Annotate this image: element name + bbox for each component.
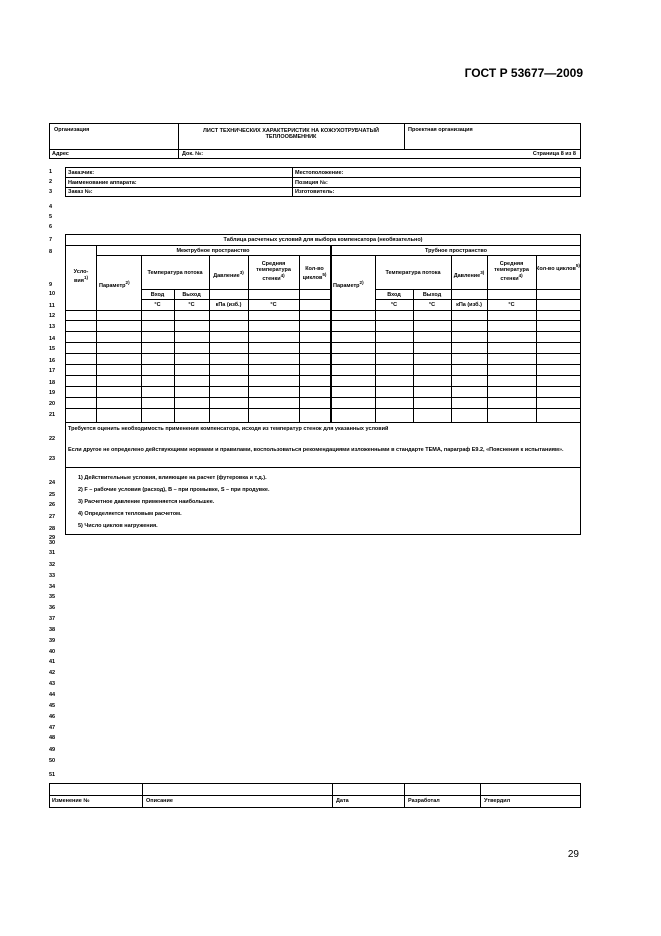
- shell-unit-pressure: кПа (изб.): [215, 302, 242, 308]
- shell-unit-in: °С: [154, 302, 161, 308]
- condition-header: Усло- вия$^{1)}$: [73, 269, 89, 284]
- doc-no-label: Док. №:: [182, 151, 204, 157]
- row-number: 14: [49, 336, 56, 342]
- row-number: 29: [49, 535, 56, 541]
- footer-date: Дата: [336, 798, 349, 804]
- shell-unit-avg: °С: [270, 302, 277, 308]
- row-number: 27: [49, 514, 56, 520]
- tube-unit-avg: °С: [508, 302, 515, 308]
- organization-label: Организация: [54, 127, 90, 133]
- shell-cycles-header: Кол-во циклов$^{5)}$: [302, 266, 327, 281]
- row-number: 23: [49, 456, 56, 462]
- row-number: 42: [49, 670, 56, 676]
- row-number: 40: [49, 649, 56, 655]
- page-of-label: Страница 8 из 8: [532, 151, 576, 157]
- row-number: 43: [49, 681, 56, 687]
- table-title: Таблица расчетных условий для выбора компенсатора (необязательно): [223, 237, 423, 243]
- row-number: 39: [49, 638, 56, 644]
- note-23: Если другое не определено действующими нормами и правилами, воспользоваться рекомендациями изложенными в стандарте ТЕМА, параграф Е9.2, «Пояснения к испытаниям».: [68, 447, 564, 453]
- row-number: 7: [49, 237, 53, 243]
- row-number: 1: [49, 169, 53, 175]
- standard-header: ГОСТ Р 53677—2009: [464, 66, 583, 80]
- notes-block: [65, 422, 581, 468]
- shell-out-label: Выход: [182, 292, 201, 298]
- row-number: 24: [49, 480, 56, 486]
- row-number: 50: [49, 758, 56, 764]
- footnote-3: 3) Расчетное давление применяется наибольшее.: [78, 499, 215, 505]
- address-label: Адрес: [52, 151, 69, 157]
- shell-unit-out: °С: [188, 302, 195, 308]
- apparatus-name-field: Наименование аппарата:: [68, 180, 137, 186]
- row-number: 12: [49, 313, 56, 319]
- row-number: 48: [49, 735, 56, 741]
- row-number: 20: [49, 401, 56, 407]
- footer-approved: Утвердил: [484, 798, 511, 804]
- manufacturer-field: Изготовитель:: [295, 189, 335, 195]
- row-number: 18: [49, 380, 56, 386]
- location-field: Местоположение:: [295, 170, 344, 176]
- row-number: 16: [49, 358, 56, 364]
- purpose-field: Заказчик:: [68, 170, 95, 176]
- page-number: 29: [567, 849, 579, 860]
- row-number: 13: [49, 324, 56, 330]
- row-number: 3: [49, 189, 53, 195]
- shell-pressure-header: Давление$^{3)}$: [213, 270, 244, 279]
- row-number: 17: [49, 368, 56, 374]
- row-number: 49: [49, 747, 56, 753]
- row-number: 6: [49, 224, 53, 230]
- form-header: [49, 123, 581, 150]
- row-number: 19: [49, 390, 56, 396]
- form-title: ЛИСТ ТЕХНИЧЕСКИХ ХАРАКТЕРИСТИК НА КОЖУХОТРУБЧАТЫЙ ТЕПЛООБМЕННИК: [203, 128, 379, 140]
- row-number: 47: [49, 725, 56, 731]
- tube-temp-header: Температура потока: [385, 270, 441, 276]
- tube-unit-out: °С: [428, 302, 436, 308]
- tube-cycles-header: Кол-во циклов$^{5)}$: [536, 263, 580, 272]
- shell-side-label: Межтрубное пространство: [176, 248, 250, 254]
- footnote-5: 5) Число циклов нагружения.: [78, 523, 158, 529]
- order-field: Заказ №:: [68, 189, 93, 195]
- row-number: 25: [49, 492, 56, 498]
- tube-pressure-header: Давление$^{3)}$: [453, 270, 485, 279]
- row-number: 32: [49, 562, 56, 568]
- row-number: 45: [49, 703, 56, 709]
- row-number: 26: [49, 502, 56, 508]
- row-number: 8: [49, 249, 53, 255]
- project-org-label: Проектная организация: [408, 127, 473, 133]
- address-row: [49, 149, 581, 159]
- footnote-1: 1) Действительные условия, влияющие на расчет (футеровка и т.д.).: [78, 475, 267, 481]
- row-number: 10: [49, 291, 56, 297]
- row-number: 31: [49, 550, 56, 556]
- row-number: 22: [49, 436, 56, 442]
- tube-param-header: Параметр$^{2)}$: [333, 280, 364, 289]
- row-number: 46: [49, 714, 56, 720]
- row-number: 33: [49, 573, 56, 579]
- row-number: 51: [49, 772, 56, 778]
- footnote-2: 2) F – рабочие условия (расход), В – при промывке, S – при продувке.: [78, 487, 270, 493]
- footer-developed: Разработал: [408, 798, 440, 804]
- row-number: 15: [49, 346, 56, 352]
- row-number: 38: [49, 627, 56, 633]
- fields-block: [65, 167, 581, 197]
- row-number: 34: [49, 584, 56, 590]
- revision-footer: [49, 783, 581, 808]
- row-number: 41: [49, 659, 56, 665]
- tube-unit-pressure: кПа (изб.): [456, 302, 482, 308]
- footer-change: Изменение №: [52, 798, 90, 804]
- row-number: 30: [49, 540, 56, 546]
- design-conditions-table: [65, 234, 581, 423]
- shell-temp-header: Температура потока: [147, 270, 203, 276]
- footnote-4: 4) Определяется тепловым расчетом.: [78, 511, 182, 517]
- row-number: 2: [49, 179, 53, 185]
- footnotes-block: [65, 467, 581, 535]
- shell-avg-temp-header: Средняя температура стенки$^{4)}$: [256, 261, 291, 282]
- shell-in-label: Вход: [150, 292, 165, 298]
- row-number: 37: [49, 616, 56, 622]
- row-number: 5: [49, 214, 53, 220]
- tube-avg-temp-header: Средняя температура стенки$^{4)}$: [494, 261, 529, 282]
- note-22: Требуется оценить необходимость применения компенсатора, исходя из температур стенок для указанных условий: [68, 426, 389, 432]
- row-number: 9: [49, 282, 53, 288]
- row-number: 11: [49, 303, 55, 309]
- row-number: 21: [49, 412, 56, 418]
- shell-param-header: Параметр$^{2)}$: [99, 280, 130, 289]
- row-number: 36: [49, 605, 56, 611]
- position-field: Позиция №:: [295, 180, 328, 186]
- row-number: 4: [49, 204, 53, 210]
- tube-out-label: Выход: [422, 292, 442, 298]
- footer-description: Описание: [146, 798, 173, 804]
- tube-unit-in: °С: [390, 302, 398, 308]
- row-number: 28: [49, 526, 56, 532]
- row-number: 35: [49, 594, 56, 600]
- tube-in-label: Вход: [387, 292, 401, 298]
- row-number: 44: [49, 692, 56, 698]
- tube-side-label: Трубное пространство: [424, 248, 488, 254]
